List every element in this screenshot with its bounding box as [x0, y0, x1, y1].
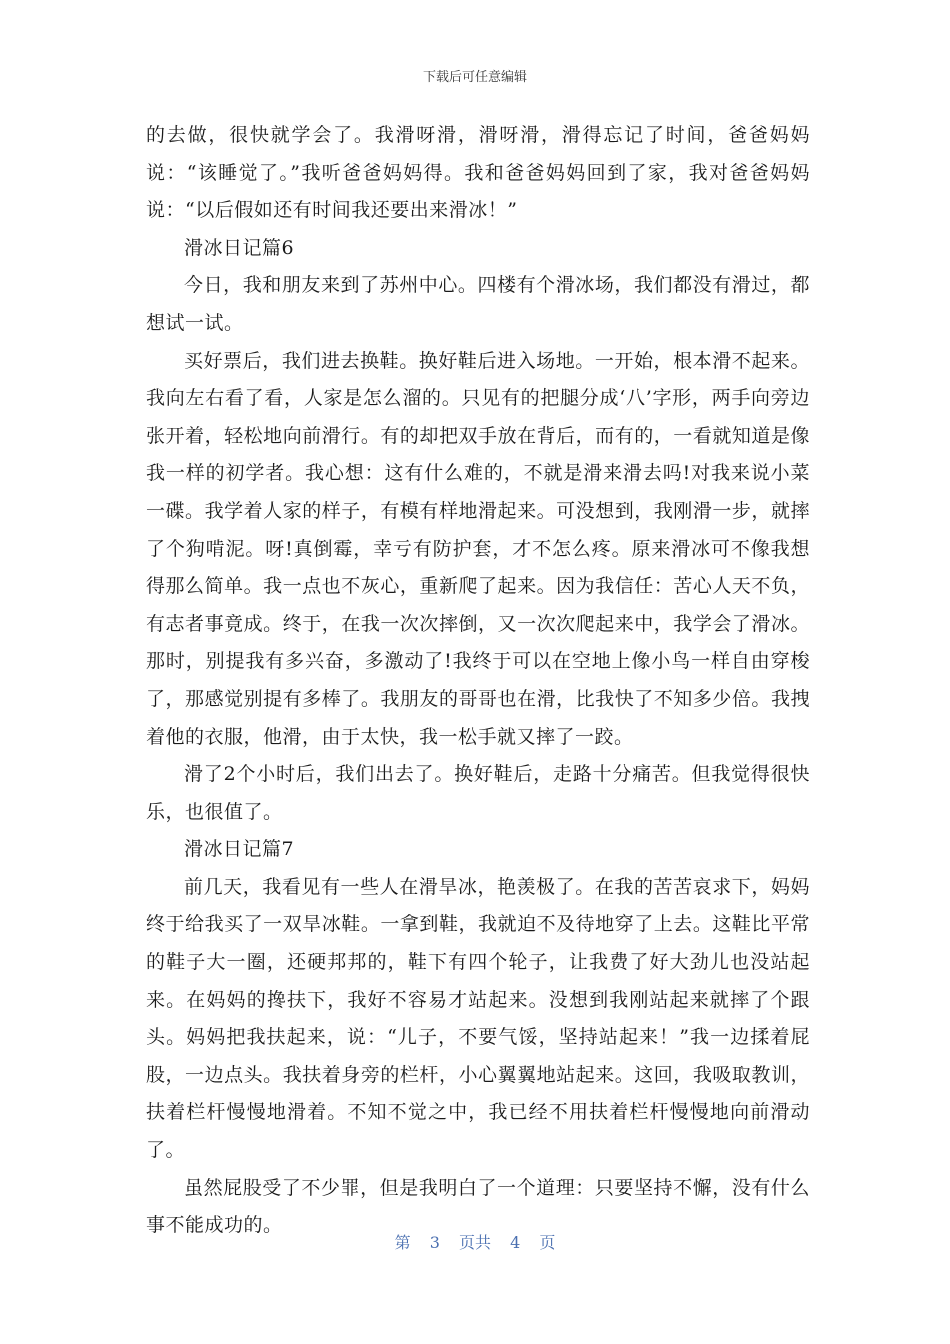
paragraph: 虽然屁股受了不少罪，但是我明白了一个道理：只要坚持不懈，没有什么事不能成功的。 — [146, 1176, 810, 1237]
paragraph: 今日，我和朋友来到了苏州中心。四楼有个滑冰场，我们都没有滑过，都想试一试。 — [146, 274, 810, 334]
section-heading-7: 滑冰日记篇7 — [184, 838, 295, 861]
paragraph: 滑了2个小时后，我们出去了。换好鞋后，走路十分痛苦。但我觉得很快乐，也很值了。 — [146, 763, 810, 823]
paragraph-continuation: 的去做，很快就学会了。我滑呀滑，滑呀滑，滑得忘记了时间，爸爸妈妈说：“该睡觉了。”我听爸爸妈妈得。我和爸爸妈妈回到了家，我对爸爸妈妈说：“以后假如还有时间我还要出来滑冰！” — [146, 124, 810, 222]
page-footer: 第 3 页共 4 页 — [394, 1233, 556, 1252]
document-body — [146, 117, 810, 1245]
paragraph: 买好票后，我们进去换鞋。换好鞋后进入场地。一开始，根本滑不起来。我向左右看了看，人家是怎么溜的。只见有的把腿分成‘八’字形，两手向旁边张开着，轻松地向前滑行。有的却把双手放在背后，而有的，一看就知道是像我一样的初学者。我心想：这有什么难的，不就是滑来滑去吗!对我来说小菜一碟。我学着人家的样子，有模有样地滑起来。可没想到，我刚滑一步，就摔了个狗啃泥。呀!真倒霉，幸亏有防护套，才不怎么疼。原来滑冰可不像我想得那么简单。我一点也不灰心，重新爬了起来。因为我信任：苦心人天不负，有志者事竟成。终于，在我一次次摔倒，又一次次爬起来中，我学会了滑冰。那时，别提我有多兴奋，多激动了!我终于可以在空地上像小鸟一样自由穿梭了，那感觉别提有多棒了。我朋友的哥哥也在滑，比我快了不知多少倍。我拽着他的衣服，他滑，由于太快，我一松手就又摔了一跤。 — [146, 349, 810, 748]
paragraph: 前几天，我看见有一些人在滑旱冰，艳羡极了。在我的苦苦哀求下，妈妈终于给我买了一双旱冰鞋。一拿到鞋，我就迫不及待地穿了上去。这鞋比平常的鞋子大一圈，还硬邦邦的，鞋下有四个轮子，让我费了好大劲儿也没站起来。在妈妈的搀扶下，我好不容易才站起来。没想到我刚站起来就摔了个跟头。妈妈把我扶起来，说：“儿子，不要气馁，坚持站起来！”我一边揉着屁股，一边点头。我扶着身旁的栏杆，小心翼翼地站起来。这回，我吸取教训，扶着栏杆慢慢地滑着。不知不觉之中，我已经不用扶着栏杆慢慢地向前滑动了。 — [146, 875, 810, 1162]
section-heading-6: 滑冰日记篇6 — [184, 236, 295, 259]
page-header: 下载后可任意编辑 — [422, 70, 527, 85]
